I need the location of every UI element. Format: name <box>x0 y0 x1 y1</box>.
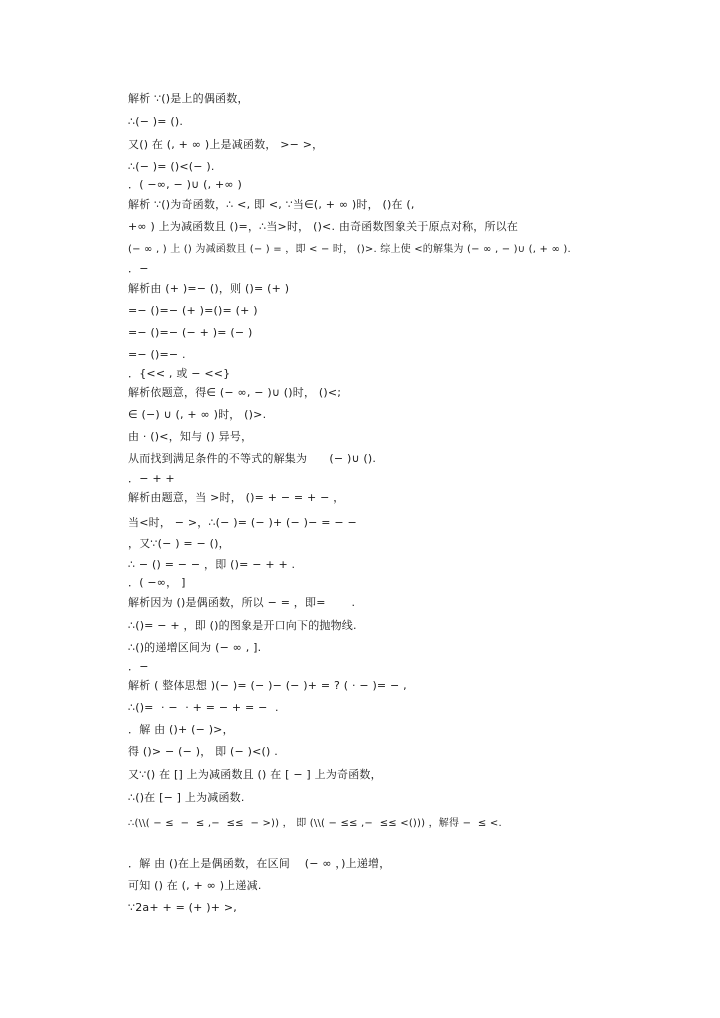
text-line-22: ，又∵(− ) = − ()， <box>128 537 230 550</box>
text-line-13: =− ()=− . <box>128 348 186 361</box>
text-line-6: 解析 ∵()为奇函数，∴ <, 即 <, ∵当∈(, + ∞ )时， ()在 (, <box>128 198 415 211</box>
text-line-24: ．( −∞， ] <box>128 576 186 589</box>
text-line-14: ．{<< , 或 − <<} <box>128 367 231 380</box>
text-line-36: ．解 由 ()在上是偶函数，在区间 (− ∞ ，)上递增， <box>128 857 391 870</box>
text-line-1: 解析 ∵()是上的偶函数， <box>128 92 249 105</box>
text-line-19: ．− + + <box>128 472 175 485</box>
text-line-11: =− ()=− (+ )=()= (+ ) <box>128 304 258 317</box>
text-line-35: ∴(\\( − ≤ − ≤ ,− ≤≤ − >)) ， 即 (\\( − ≤≤ ,− ≤≤ <())) ，解得 − ≤ <. <box>128 818 502 829</box>
text-line-12: =− ()=− (− + )= (− ) <box>128 326 253 339</box>
text-line-30: ∴()= · − · + = − + = − . <box>128 701 279 714</box>
text-line-33: 又∵() 在 [] 上为减函数且 () 在 [ − ] 上为奇函数， <box>128 768 382 781</box>
text-line-20: 解析由题意，当 >时， ()= + − = + − ， <box>128 491 345 504</box>
text-line-10: 解析由 (+ )=− ()，则 ()= (+ ) <box>128 282 290 295</box>
text-line-16: ∈ (−) ∪ (, + ∞ )时， ()>. <box>128 408 267 421</box>
text-line-17: 由 · ()<，知与 () 异号， <box>128 430 253 443</box>
text-line-38: ∵2a+ + = (+ )+ >, <box>128 901 238 914</box>
text-line-3: 又() 在 (, + ∞ )上是减函数， >− >， <box>128 138 324 151</box>
text-line-26: ∴()= − + ，即 ()的图象是开口向下的抛物线. <box>128 619 357 632</box>
text-line-23: ∴ − () = − − ，即 ()= − + + . <box>128 558 296 571</box>
text-line-29: 解析 ( 整体思想 )(− )= (− )− (− )+ = ? ( · − )= − , <box>128 679 407 692</box>
text-line-15: 解析依题意，得∈ (− ∞, − )∪ ()时， ()<; <box>128 386 342 399</box>
text-line-25: 解析因为 ()是偶函数，所以 − = ，即= . <box>128 596 356 609</box>
text-line-34: ∴()在 [− ] 上为减函数. <box>128 791 245 804</box>
text-line-9: ．− <box>128 262 149 275</box>
text-line-8: (− ∞ , ) 上 () 为减函数且 (− ) = ，即 < − 时， ()>. 综上使 <的解集为 (− ∞ , − )∪ (, + ∞ ). <box>128 244 571 255</box>
text-line-31: ．解 由 ()+ (− )>， <box>128 723 234 736</box>
text-line-32: 得 ()> − (− )， 即 (− )<() . <box>128 745 278 758</box>
text-line-4: ∴(− )= ()<(− ). <box>128 160 215 173</box>
text-line-5: ．( −∞, − )∪ (, +∞ ) <box>128 178 242 191</box>
text-line-7: +∞ ) 上为减函数且 ()=，∴当>时， ()<. 由奇函数图象关于原点对称，所以在 <box>128 220 519 233</box>
text-line-28: ．− <box>128 660 149 673</box>
text-line-27: ∴()的递增区间为 (− ∞ , ]. <box>128 641 262 654</box>
text-line-2: ∴(− )= (). <box>128 115 184 128</box>
text-line-18: 从而找到满足条件的不等式的解集为 (− )∪ (). <box>128 452 377 465</box>
text-line-21: 当<时， − >，∴(− )= (− )+ (− )− = − − <box>128 516 357 529</box>
text-line-37: 可知 () 在 (, + ∞ )上递减. <box>128 879 262 892</box>
